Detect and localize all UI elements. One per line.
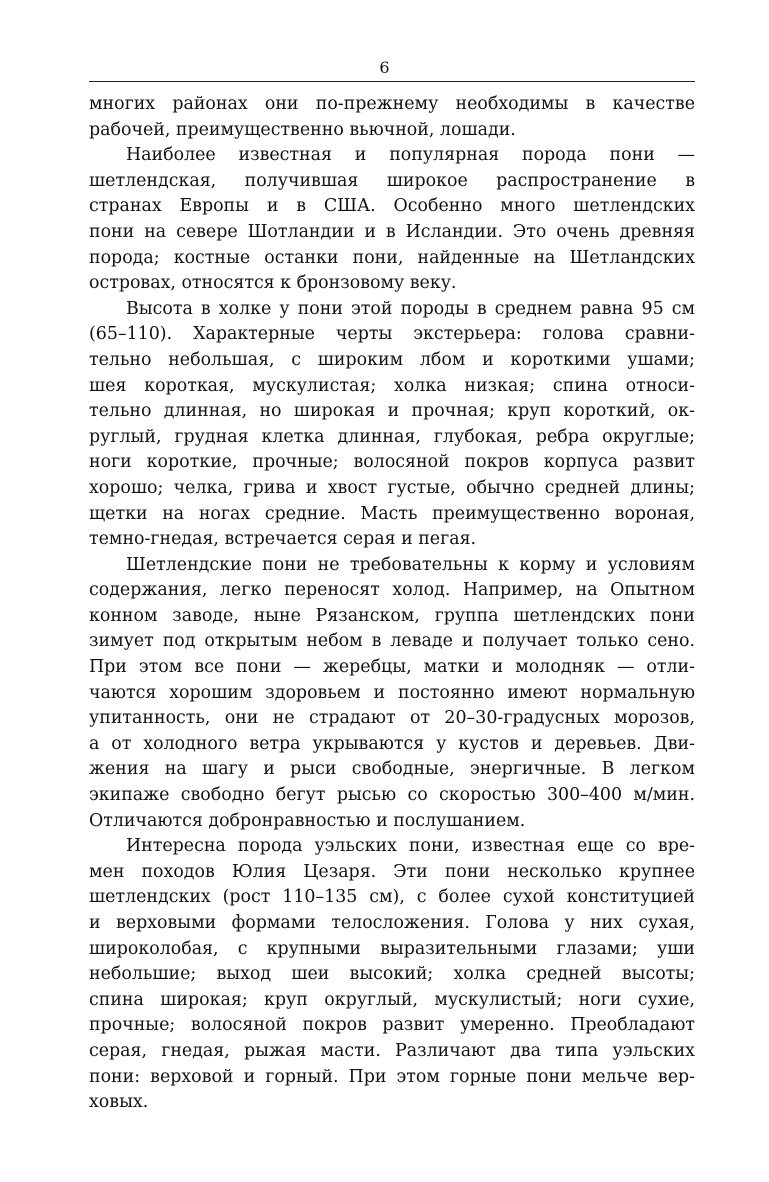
text-line: При этом все пони — жеребцы, матки и молодняк — отли- bbox=[89, 657, 695, 678]
text-line: и верховыми формами телосложения. Голова у них сухая, bbox=[89, 913, 695, 933]
text-line: мен походов Юлия Цезаря. Эти пони несколько крупнее bbox=[89, 861, 695, 882]
text-line: порода; костные останки пони, найденные на Шетландских bbox=[89, 247, 695, 268]
text-line: многих районах они по-прежнему необходимы в качестве bbox=[89, 94, 695, 114]
text-line: пони: верховой и горный. При этом горные пони мельче вер- bbox=[89, 1066, 695, 1087]
text-line: конном заводе, ныне Рязанском, группа шетлендских пони bbox=[89, 605, 695, 626]
text-line: рабочей, преимущественно вьючной, лошади. bbox=[89, 119, 516, 140]
text-line: Высота в холке у пони этой породы в среднем равна 95 см bbox=[126, 298, 695, 319]
text-line: шетлендских (рост 110–135 см), с более сухой конституцией bbox=[89, 887, 695, 908]
text-line: ховых. bbox=[89, 1092, 149, 1113]
text-line: содержания, легко переносят холод. Например, на Опытном bbox=[89, 580, 695, 601]
text-line: руглый, грудная клетка длинная, глубокая, ребра округлые; bbox=[89, 426, 695, 447]
text-line: Наиболее известная и популярная порода пони — bbox=[126, 145, 695, 166]
page-number: 6 bbox=[379, 58, 390, 77]
text-line: спина широкая; круп округлый, мускулистый; ноги сухие, bbox=[89, 989, 695, 1010]
text-line: небольшие; выход шеи высокий; холка средней высоты; bbox=[89, 964, 695, 985]
text-line: широколобая, с крупными выразительными глазами; уши bbox=[89, 938, 695, 959]
text-line: Шетлендские пони не требовательны к корму и условиям bbox=[126, 554, 695, 575]
text-line: щетки на ногах средние. Масть преимущественно вороная, bbox=[89, 503, 695, 524]
text-line: шетлендская, получившая широкое распространение в bbox=[89, 170, 695, 191]
body-text bbox=[89, 92, 695, 1116]
text-line: прочные; волосяной покров развит умеренно. Преобладают bbox=[89, 1015, 695, 1036]
text-line: тельно длинная, но широкая и прочная; круп короткий, ок- bbox=[89, 401, 695, 422]
text-line: (65–110). Характерные черты экстерьера: голова сравни- bbox=[89, 324, 695, 345]
text-line: зимует под открытым небом в леваде и получает только сено. bbox=[89, 631, 695, 652]
text-line: а от холодного ветра укрываются у кустов и деревьев. Дви- bbox=[89, 733, 695, 754]
text-line: Отличаются добронравностью и послушанием. bbox=[89, 810, 526, 831]
text-line: темно-гнедая, встречается серая и пегая. bbox=[89, 529, 477, 550]
text-line: шея короткая, мускулистая; холка низкая; спина относи- bbox=[89, 375, 695, 396]
text-line: экипаже свободно бегут рысью со скоростью 300–400 м/мин. bbox=[89, 785, 695, 806]
text-line: чаются хорошим здоровьем и постоянно имеют нормальную bbox=[89, 682, 695, 703]
text-line: упитанность, они не страдают от 20–30-градусных морозов, bbox=[89, 708, 695, 729]
header-rule bbox=[89, 81, 695, 82]
text-line: ноги короткие, прочные; волосяной покров корпуса развит bbox=[89, 452, 695, 473]
text-line: тельно небольшая, с широким лбом и короткими ушами; bbox=[89, 349, 695, 370]
text-line: Интересна порода уэльских пони, известная еще со вре- bbox=[126, 836, 695, 857]
text-line: хорошо; челка, грива и хвост густые, обычно средней длины; bbox=[89, 477, 695, 498]
text-line: жения на шагу и рыси свободные, энергичные. В легком bbox=[89, 759, 695, 780]
text-line: островах, относятся к бронзовому веку. bbox=[89, 273, 457, 294]
text-line: странах Европы и в США. Особенно много шетлендских bbox=[89, 196, 695, 217]
text-line: серая, гнедая, рыжая масти. Различают два типа уэльских bbox=[89, 1040, 695, 1061]
text-line: пони на севере Шотландии и в Исландии. Это очень древняя bbox=[89, 221, 695, 242]
